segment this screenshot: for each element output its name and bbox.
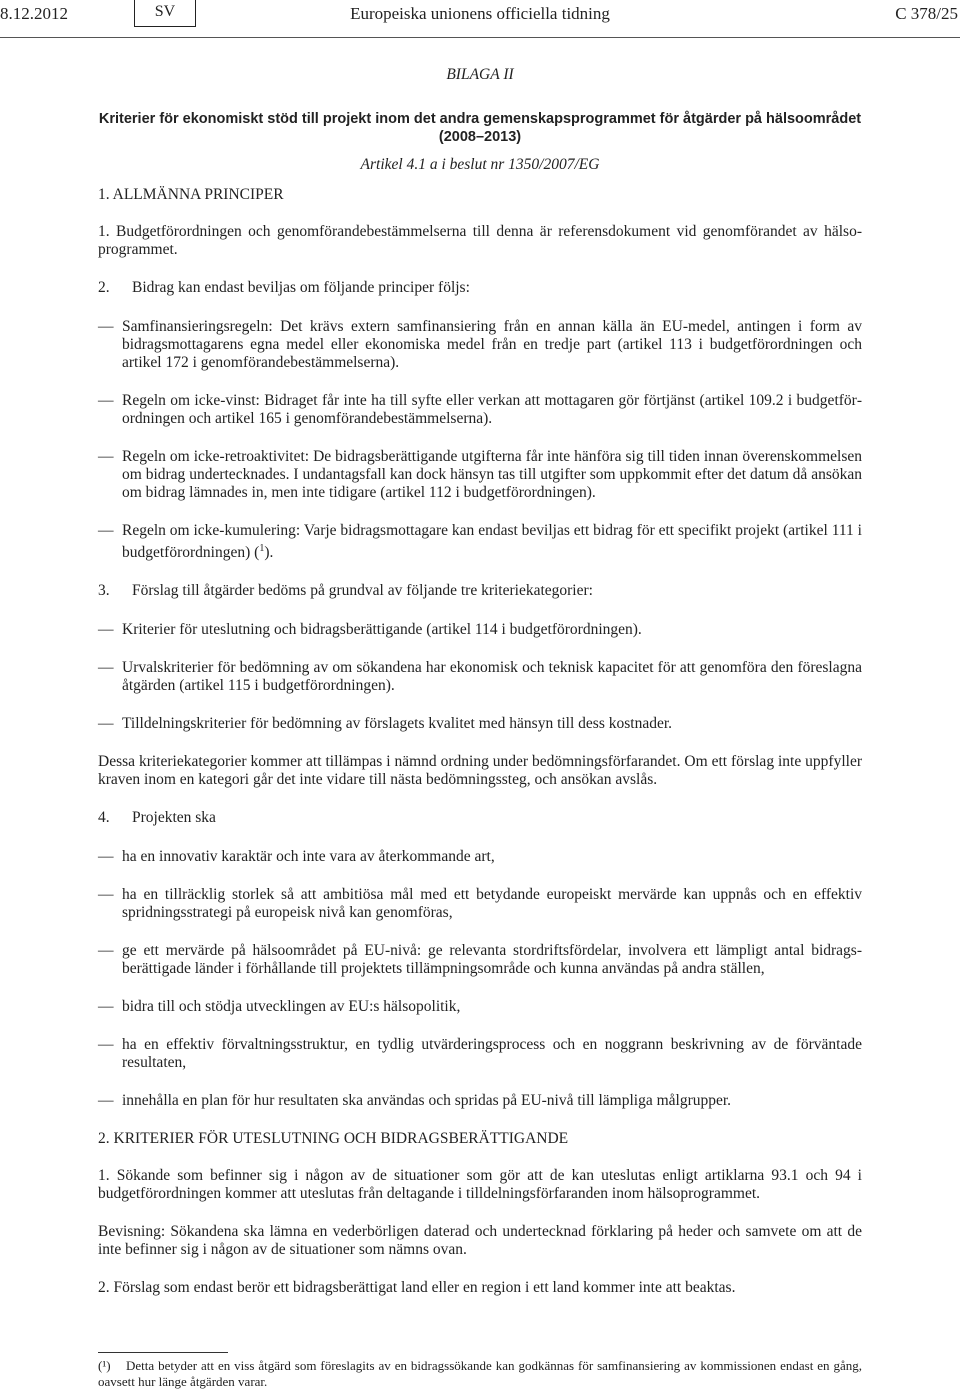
dash-bullet: — [98,448,114,465]
list-item: — ha en innovativ karaktär och inte vara av återkommande art, [98,848,495,866]
document-title: Kriterier för ekonomiskt stöd till projekt inom det andra gemenskapsprogrammet för åtgärder på hälsoområdet (2008–2013) [98,111,862,145]
paragraph-1-3 [98,582,862,600]
footnote-text: Detta betyder att en viss åtgärd som föreslagits av en bidragssökande kan godkännas för samfinansiering av kommissionen endast en gång, oavsett hur länge åtgärden varar. [98,1358,862,1389]
paragraph-text: Förslag till åtgärder bedöms på grundval av följande tre kriteriekategorier: [132,582,593,600]
list-item: — Regeln om icke-vinst: Bidraget får inte ha till syfte eller verkan att mottagaren gör förtjänst (artikel 109.2 i budgetförordningen och artikel 165 i genomförandebestämmelserna). [98,392,862,427]
footnote-rule [98,1352,228,1353]
dash-bullet: — [98,715,114,733]
list-item: — Tilldelningskriterier för bedömning av förslagets kvalitet med hänsyn till dess kostnader. [98,715,673,733]
dash-bullet: — [98,318,114,335]
paragraph-1-1: 1. Budgetförordningen och genomförandebestämmelserna till denna är referensdokument vid genomförandet av hälsoprogrammet. [98,223,862,258]
dash-bullet: — [98,886,114,904]
paragraph-1-2 [98,279,862,297]
section-heading-exclusion: 2. KRITERIER FÖR UTESLUTNING OCH BIDRAGSBERÄTTIGANDE [98,1130,569,1148]
list-item: — Regeln om icke-retroaktivitet: De bidragsberättigande utgifterna får inte hänföra sig till tiden innan överenskommelsen om bidrag undertecknades. I undantagsfall kan dock hänsyn tas till utgifter som uppkommit efter det datum då ansökan om bidrag lämnades in, men inte tidigare (artikel 112 i budgetförordningen). [98,448,862,501]
document-body [98,66,862,1297]
article-reference: Artikel 4.1 a i beslut nr 1350/2007/EG [360,156,600,173]
paragraph-1-3-note: Dessa kriteriekategorier kommer att tillämpas i nämnd ordning under bedömningsförfarandet. Om ett förslag inte uppfyller kraven inom en kategori går det inte vidare till nästa bedömningssteg, och ansökan avslås. [98,753,862,789]
paragraph-2-1-note: Bevisning: Sökandena ska lämna en vederbörligen daterad och undertecknad förklaring på heder och samvete om att de inte befinner sig i någon av de situationer som nämns ovan. [98,1223,862,1259]
paragraph-text: Projekten ska [132,809,216,827]
dash-bullet: — [98,522,114,539]
list-item: — bidra till och stödja utvecklingen av EU:s hälsopolitik, [98,998,461,1016]
paragraph-2-2: 2. Förslag som endast berör ett bidragsberättigat land eller en region i ett land kommer inte att beaktas. [98,1279,736,1297]
publication-date: 8.12.2012 [0,4,68,23]
dash-bullet: — [98,392,114,409]
paragraph-1-4 [98,809,862,827]
list-item: — ha en tillräcklig storlek så att ambitiösa mål med ett betydande europeiskt mervärde kan uppnås och en effektiv spridningsstrategi på europeisk nivå kan genomföras, [98,886,862,922]
list-item: — ge ett mervärde på hälsoområdet på EU-nivå: ge relevanta stordriftsfördelar, involvera ett lämpligt antal bidragsberättigade länder i förhållande till projektets tillämpningsområde och kunna användas på andra ställen, [98,942,862,978]
paragraph-number: 2. [98,279,110,296]
list-item: — innehålla en plan för hur resultaten ska användas och spridas på EU-nivå till lämpliga målgrupper. [98,1092,732,1110]
section-heading-general: 1. ALLMÄNNA PRINCIPER [98,186,284,203]
journal-reference: C 378/25 [895,4,958,23]
list-item: — Kriterier för uteslutning och bidragsberättigande (artikel 114 i budgetförordningen). [98,621,642,639]
footnote [98,1358,862,1390]
paragraph-2-1: 1. Sökande som befinner sig i någon av de situationer som gör att de kan uteslutas enligt artiklarna 93.1 och 94 i budgetförordningen kommer att uteslutas från deltagande i tilldelningsförfaranden inom hälsoprogrammet. [98,1167,862,1203]
dash-bullet: — [98,998,114,1016]
dash-bullet: — [98,848,114,866]
list-item: — Samfinansieringsregeln: Det krävs extern samfinansiering från en annan källa än EU-medel, antingen i form av bidragsmottagarens egna medel eller ekonomiska medel från en tredje part (artikel 113 i budgetförordningen och artikel 172 i genomförandebestämmelserna). [98,318,862,371]
annex-label: BILAGA II [446,66,514,83]
page-header [0,0,960,40]
language-badge: SV [134,0,196,27]
footnote-reference[interactable]: 1 [259,543,265,554]
paragraph-number: 3. [98,582,110,600]
list-item: — ha en effektiv förvaltningsstruktur, en tydlig utvärderingsprocess och en noggrann beskrivning av de förväntade resultaten, [98,1036,862,1072]
dash-bullet: — [98,942,114,960]
list-item: — Regeln om icke-kumulering: Varje bidragsmottagare kan endast beviljas ett bidrag för ett specifikt projekt (artikel 111 i budgetförordningen) ($^1$). [98,522,862,562]
dash-bullet: — [98,621,114,639]
paragraph-text: Bidrag kan endast beviljas om följande principer följs: [132,279,470,296]
list-item: — Urvalskriterier för bedömning av om sökandena har ekonomisk och teknisk kapacitet för att genomföra den föreslagna åtgärden (artikel 115 i budgetförordningen). [98,659,862,695]
dash-bullet: — [98,1092,114,1110]
dash-bullet: — [98,659,114,677]
footnote-mark: (¹) [98,1358,111,1373]
dash-bullet: — [98,1036,114,1054]
header-rule [0,37,960,38]
journal-title: Europeiska unionens officiella tidning [350,4,610,23]
paragraph-number: 4. [98,809,110,827]
